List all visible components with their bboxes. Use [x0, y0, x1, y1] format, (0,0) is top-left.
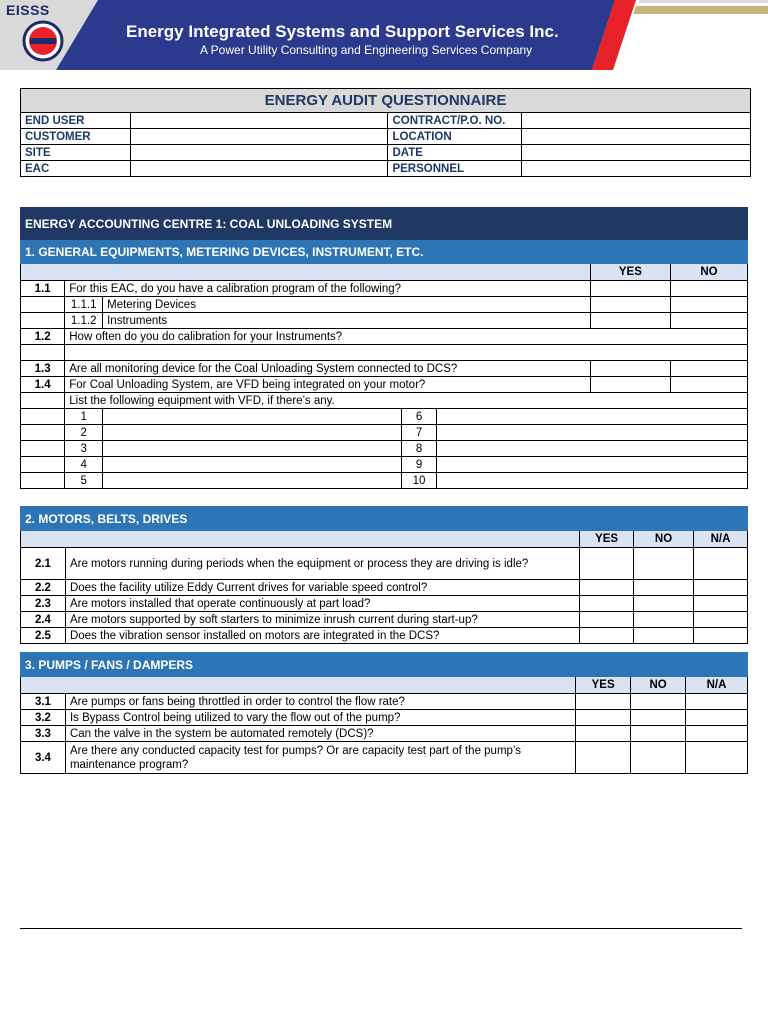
question-number: 3.2	[21, 710, 66, 726]
location-field[interactable]	[522, 129, 751, 145]
company-name: Energy Integrated Systems and Support Services Inc.	[126, 22, 559, 41]
question-text: Is Bypass Control being utilized to vary the flow out of the pump?	[65, 710, 575, 726]
question-number: 2.2	[21, 580, 66, 596]
vfd-entry[interactable]	[103, 457, 402, 473]
answer-cell[interactable]	[694, 612, 748, 628]
section-3-table	[20, 652, 748, 774]
question-number: 1.3	[21, 361, 65, 377]
question-number: 3.1	[21, 694, 66, 710]
question-number: 1.2	[21, 329, 65, 345]
answer-cell[interactable]	[634, 596, 694, 612]
answer-cell[interactable]	[634, 548, 694, 580]
question-text: Does the facility utilize Eddy Current drives for variable speed control?	[65, 580, 579, 596]
answer-cell[interactable]	[576, 694, 631, 710]
vfd-entry[interactable]	[103, 441, 402, 457]
field-label-end-user: END USER	[21, 113, 131, 129]
answer-cell[interactable]	[631, 694, 686, 710]
list-index: 9	[401, 457, 437, 473]
question-text: Are motors installed that operate continuously at part load?	[65, 596, 579, 612]
question-text: Are pumps or fans being throttled in order to control the flow rate?	[65, 694, 575, 710]
answer-cell[interactable]	[670, 281, 747, 297]
vfd-entry[interactable]	[437, 457, 748, 473]
vfd-entry[interactable]	[103, 409, 402, 425]
field-label-location: LOCATION	[388, 129, 522, 145]
answer-cell[interactable]	[694, 628, 748, 644]
vfd-entry[interactable]	[437, 473, 748, 489]
section-1-table	[20, 207, 748, 489]
logo-text: EISSS	[6, 2, 50, 18]
section-3-title: 3. PUMPS / FANS / DAMPERS	[21, 653, 748, 677]
no-column-header: NO	[631, 677, 686, 694]
question-number: 3.4	[21, 742, 66, 774]
list-index: 4	[65, 457, 103, 473]
sub-question-number: 1.1.2	[65, 313, 103, 329]
company-logo-icon	[22, 20, 64, 62]
section-2-title: 2. MOTORS, BELTS, DRIVES	[21, 507, 748, 531]
na-column-header: N/A	[686, 677, 748, 694]
na-column-header: N/A	[694, 531, 748, 548]
answer-cell[interactable]	[590, 313, 670, 329]
field-label-date: DATE	[388, 145, 522, 161]
answer-cell[interactable]	[634, 628, 694, 644]
answer-cell[interactable]	[631, 742, 686, 774]
answer-cell[interactable]	[631, 726, 686, 742]
field-label-customer: CUSTOMER	[21, 129, 131, 145]
answer-cell[interactable]	[670, 361, 747, 377]
answer-cell[interactable]	[686, 742, 748, 774]
no-column-header: NO	[670, 264, 747, 281]
answer-cell[interactable]	[670, 377, 747, 393]
vfd-entry[interactable]	[103, 425, 402, 441]
list-index: 10	[401, 473, 437, 489]
question-number: 2.1	[21, 548, 66, 580]
answer-cell[interactable]	[580, 628, 634, 644]
question-text: How often do you do calibration for your Instruments?	[65, 329, 748, 345]
answer-cell[interactable]	[590, 377, 670, 393]
no-column-header: NO	[634, 531, 694, 548]
field-label-personnel: PERSONNEL	[388, 161, 522, 177]
question-text: Are all monitoring device for the Coal Unloading System connected to DCS?	[65, 361, 591, 377]
answer-cell[interactable]	[634, 580, 694, 596]
list-index: 3	[65, 441, 103, 457]
question-number: 2.3	[21, 596, 66, 612]
question-number: 2.5	[21, 628, 66, 644]
question-number: 1.4	[21, 377, 65, 393]
vfd-entry[interactable]	[437, 425, 748, 441]
list-index: 6	[401, 409, 437, 425]
yes-column-header: YES	[580, 531, 634, 548]
question-text: Are motors supported by soft starters to minimize inrush current during start-up?	[65, 612, 579, 628]
question-text: For Coal Unloading System, are VFD being integrated on your motor?	[65, 377, 591, 393]
sub-question-text: Instruments	[103, 313, 591, 329]
answer-cell[interactable]	[580, 612, 634, 628]
answer-cell[interactable]	[580, 548, 634, 580]
contract-field[interactable]	[522, 113, 751, 129]
answer-cell[interactable]	[670, 297, 747, 313]
form-title: ENERGY AUDIT QUESTIONNAIRE	[21, 89, 751, 113]
answer-cell[interactable]	[631, 710, 686, 726]
answer-cell[interactable]	[694, 596, 748, 612]
section-2-table	[20, 506, 748, 644]
customer-field[interactable]	[130, 129, 388, 145]
answer-cell[interactable]	[590, 297, 670, 313]
question-text: Are motors running during periods when the equipment or process they are driving is idle?	[65, 548, 579, 580]
personnel-field[interactable]	[522, 161, 751, 177]
list-index: 1	[65, 409, 103, 425]
yes-column-header: YES	[590, 264, 670, 281]
end-user-field[interactable]	[130, 113, 388, 129]
list-index: 2	[65, 425, 103, 441]
answer-cell[interactable]	[670, 313, 747, 329]
date-field[interactable]	[522, 145, 751, 161]
field-label-contract: CONTRACT/P.O. NO.	[388, 113, 522, 129]
header-banner	[0, 0, 768, 70]
vfd-entry[interactable]	[103, 473, 402, 489]
signature-line	[20, 928, 742, 929]
sub-question-text: Metering Devices	[103, 297, 591, 313]
answer-cell[interactable]	[694, 548, 748, 580]
field-label-site: SITE	[21, 145, 131, 161]
company-tagline: A Power Utility Consulting and Engineering Services Company	[200, 43, 533, 57]
answer-line[interactable]	[65, 345, 748, 361]
answer-cell[interactable]	[576, 726, 631, 742]
yes-column-header: YES	[576, 677, 631, 694]
answer-cell[interactable]	[576, 742, 631, 774]
answer-cell[interactable]	[590, 281, 670, 297]
field-label-eac: EAC	[21, 161, 131, 177]
question-number: 1.1	[21, 281, 65, 297]
question-number: 2.4	[21, 612, 66, 628]
answer-cell[interactable]	[686, 726, 748, 742]
question-text: For this EAC, do you have a calibration program of the following?	[65, 281, 591, 297]
answer-cell[interactable]	[694, 580, 748, 596]
question-number: 3.3	[21, 726, 66, 742]
answer-cell[interactable]	[580, 596, 634, 612]
vfd-entry[interactable]	[437, 409, 748, 425]
question-text: Does the vibration sensor installed on motors are integrated in the DCS?	[65, 628, 579, 644]
answer-cell[interactable]	[576, 710, 631, 726]
list-index: 5	[65, 473, 103, 489]
answer-cell[interactable]	[686, 710, 748, 726]
site-field[interactable]	[130, 145, 388, 161]
question-text: Are there any conducted capacity test for pumps? Or are capacity test part of the pump’s maintenance program?	[65, 742, 575, 774]
eac-field[interactable]	[130, 161, 388, 177]
answer-cell[interactable]	[590, 361, 670, 377]
vfd-list-prompt: List the following equipment with VFD, if there’s any.	[65, 393, 748, 409]
answer-cell[interactable]	[580, 580, 634, 596]
answer-cell[interactable]	[634, 612, 694, 628]
list-index: 8	[401, 441, 437, 457]
list-index: 7	[401, 425, 437, 441]
audit-info-table	[20, 88, 751, 177]
question-text: Can the valve in the system be automated remotely (DCS)?	[65, 726, 575, 742]
section-1-title: 1. GENERAL EQUIPMENTS, METERING DEVICES, INSTRUMENT, ETC.	[21, 240, 748, 264]
vfd-entry[interactable]	[437, 441, 748, 457]
eac-title: ENERGY ACCOUNTING CENTRE 1: COAL UNLOADING SYSTEM	[21, 208, 748, 240]
answer-cell[interactable]	[686, 694, 748, 710]
sub-question-number: 1.1.1	[65, 297, 103, 313]
